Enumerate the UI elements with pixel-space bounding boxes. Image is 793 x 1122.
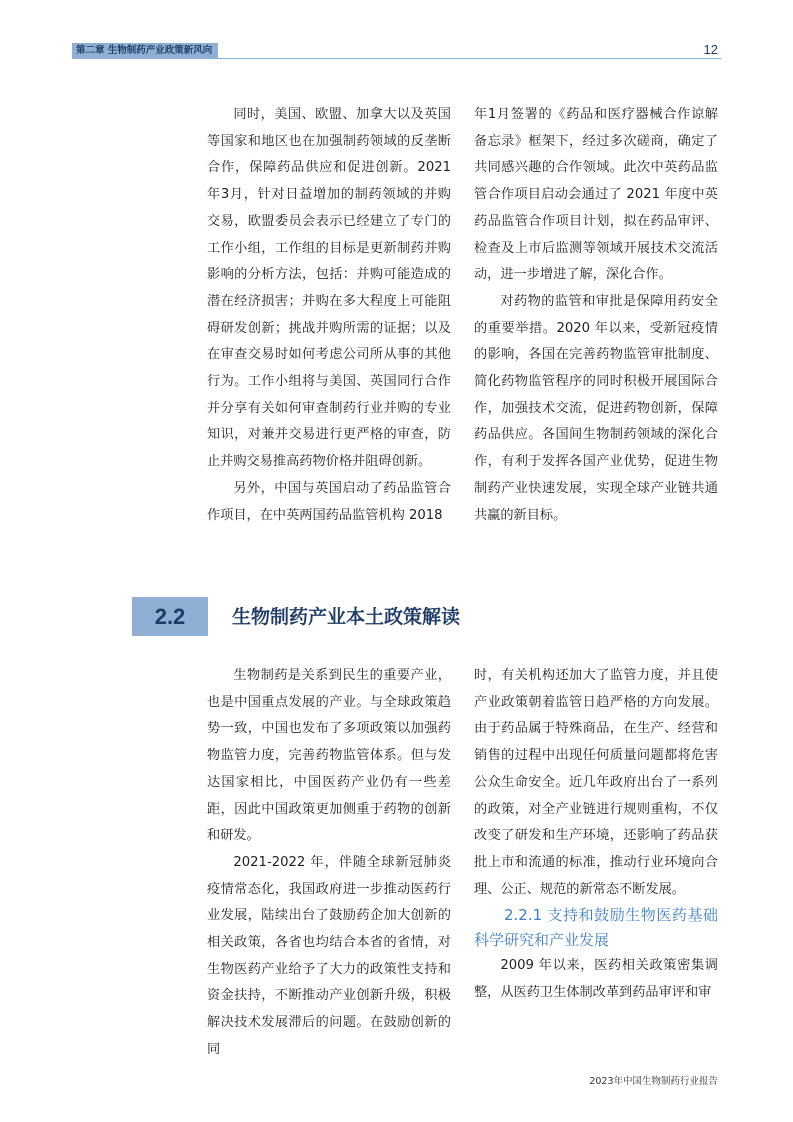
- paragraph: 生物制药是关系到民生的重要产业，也是中国重点发展的产业。与全球政策趋势一致，中国也发布了多项政策以加强药物监管力度，完善药物监管体系。但与发达国家相比，中国医药产业仍有一些差距，因此中国政策更加侧重于药物的创新和研发。: [207, 668, 451, 844]
- text-column-bottom-right: [474, 663, 718, 1007]
- paragraph: 同时，美国、欧盟、加拿大以及英国等国家和地区也在加强制药领域的反垄断合作，保障药品供应和促进创新。2021年3月，针对日益增加的制药领域的并购交易，欧盟委员会表示已经建立了专门的工作小组，工作组的目标是更新制药并购影响的分析方法，包括：并购可能造成的潜在经济损害；并购在多大程度上可能阻碍研发创新；挑战并购所需的证据；以及在审查交易时如何考虑公司所从事的其他行为。工作小组将与美国、英国同行合作并分享有关如何审查制药行业并购的专业知识，对兼并交易进行更严格的审查，防止并购交易推高药物价格并阻碍创新。: [207, 107, 451, 470]
- paragraph: 对药物的监管和审批是保障用药安全的重要举措。2020 年以来，受新冠疫情的影响，各国在完善药物监管审批制度、简化药物监管程序的同时积极开展国际合作，加强技术交流，促进药物创新，保障药品供应。各国间生物制药领域的深化合作，有利于发挥各国产业优势，促进生物制药产业快速发展，实现全球产业链共通共赢的新目标。: [474, 293, 718, 523]
- subsection-heading: 2.2.1 支持和鼓励生物医药基础科学研究和产业发展: [474, 906, 718, 950]
- paragraph: 2009 年以来，医药相关政策密集调整，从医药卫生体制改革到药品审评和审: [474, 958, 718, 1001]
- text-column-top-right: [474, 102, 718, 529]
- text-column-top-left: [207, 102, 451, 529]
- header-rule: [72, 58, 721, 59]
- paragraph: 年1月签署的《药品和医疗器械合作谅解备忘录》框架下，经过多次磋商，确定了共同感兴趣的合作领域。此次中英药品监管合作项目启动会通过了 2021 年度中英药品监管合作项目计划，拟在药品审评、检查及上市后监测等领域开展技术交流活动，进一步增进了解，深化合作。: [474, 107, 718, 283]
- section-title: 生物制药产业本土政策解读: [232, 606, 461, 628]
- chapter-tag: 第二章 生物制药产业政策新风向: [72, 43, 218, 58]
- paragraph: 2021-2022 年，伴随全球新冠肺炎疫情常态化，我国政府进一步推动医药行业发展，陆续出台了鼓励药企加大创新的相关政策，各省也均结合本省的省情，对生物医药产业给予了大力的政策性支持和资金扶持，不断推动产业创新升级，积极解决技术发展滞后的问题。在鼓励创新的同: [207, 854, 451, 1057]
- paragraph: 时，有关机构还加大了监管力度，并且使产业政策朝着监管日趋严格的方向发展。由于药品属于特殊商品，在生产、经营和销售的过程中出现任何质量问题都将危害公众生命安全。近几年政府出台了一系列的政策，对全产业链进行规则重构，不仅改变了研发和生产环境，还影响了药品获批上市和流通的标准，推动行业环境向合理、公正、规范的新常态不断发展。: [474, 668, 718, 897]
- section-number: 2.2: [132, 597, 208, 636]
- footer-report-title: 2023年中国生物制药行业报告: [589, 1076, 718, 1087]
- page-number: 12: [703, 42, 718, 57]
- paragraph: 另外，中国与英国启动了药品监管合作项目，在中英两国药品监管机构 2018: [207, 480, 451, 523]
- text-column-bottom-left: [207, 663, 451, 1064]
